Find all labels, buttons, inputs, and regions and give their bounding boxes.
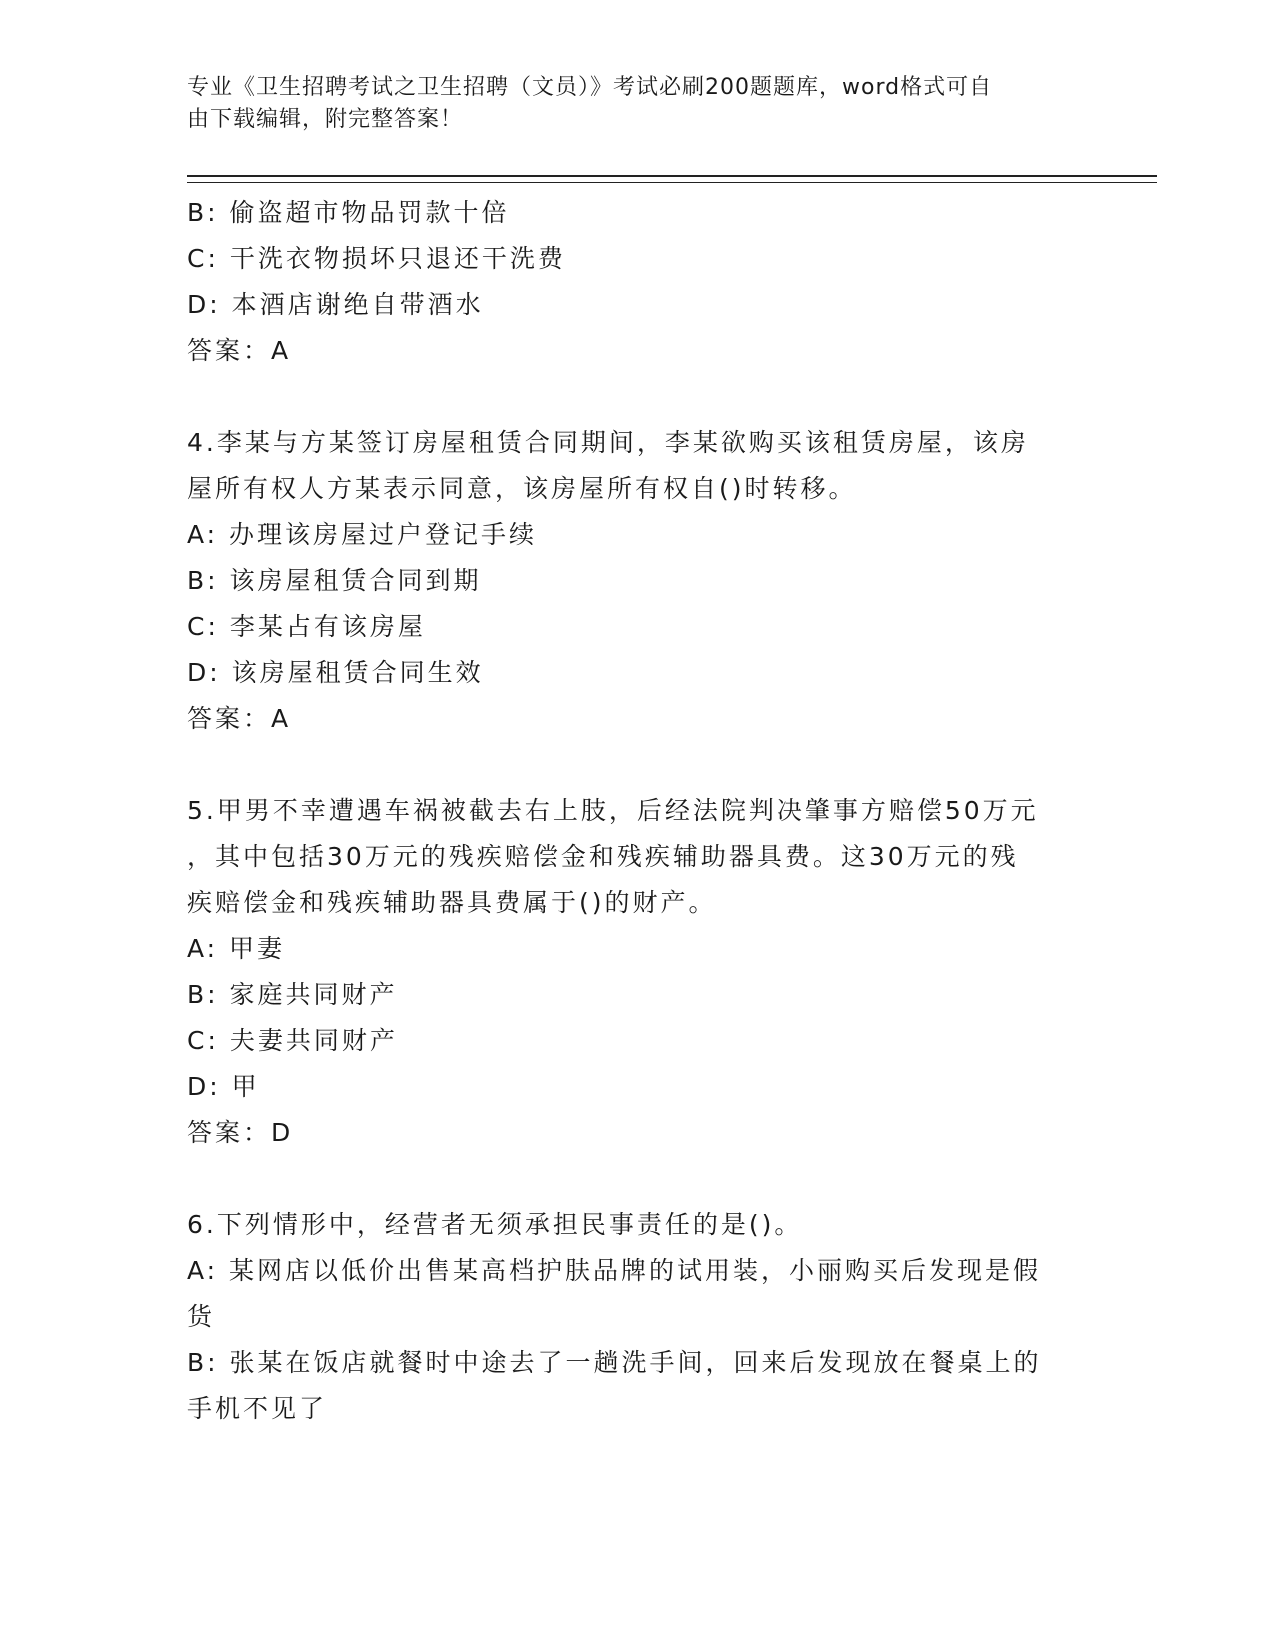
answer: 答案：D [187, 1118, 294, 1147]
question-stem-line: 屋所有权人方某表示同意，该房屋所有权自()时转移。 [187, 474, 857, 503]
document-header [187, 72, 1067, 136]
header-divider-thick [187, 175, 1157, 177]
question-list [187, 190, 1087, 1432]
option-b: B: 该房屋租赁合同到期 [187, 566, 482, 595]
option-a: A: 某网店以低价出售某高档护肤品牌的试用装，小丽购买后发现是假 [187, 1256, 1042, 1285]
question-stem-line: 5.甲男不幸遭遇车祸被截去右上肢，后经法院判决肇事方赔偿50万元 [187, 796, 1039, 825]
spacer [187, 742, 1087, 788]
option-a: A: 办理该房屋过户登记手续 [187, 520, 538, 549]
option-c: C: 李某占有该房屋 [187, 612, 426, 641]
header-divider-thin [187, 182, 1157, 183]
question-5 [187, 788, 1087, 1156]
option-b: B: 张某在饭店就餐时中途去了一趟洗手间，回来后发现放在餐桌上的 [187, 1348, 1042, 1377]
answer: 答案：A [187, 704, 292, 733]
option-d: D: 本酒店谢绝自带酒水 [187, 290, 484, 319]
option-a-continued: 货 [187, 1302, 216, 1331]
answer: 答案：A [187, 336, 292, 365]
option-d: D: 该房屋租赁合同生效 [187, 658, 484, 687]
option-a: A: 甲妻 [187, 934, 286, 963]
option-c: C: 干洗衣物损坏只退还干洗费 [187, 244, 566, 273]
option-b: B: 偷盗超市物品罚款十倍 [187, 198, 510, 227]
option-c: C: 夫妻共同财产 [187, 1026, 398, 1055]
question-stem-line: 疾赔偿金和残疾辅助器具费属于()的财产。 [187, 888, 717, 917]
spacer [187, 374, 1087, 420]
option-b-continued: 手机不见了 [187, 1394, 328, 1423]
question-stem-line: ，其中包括30万元的残疾赔偿金和残疾辅助器具费。这30万元的残 [187, 842, 1019, 871]
question-stem-line: 6.下列情形中，经营者无须承担民事责任的是()。 [187, 1210, 803, 1239]
spacer [187, 1156, 1087, 1202]
option-b: B: 家庭共同财产 [187, 980, 398, 1009]
question-3 [187, 190, 1087, 374]
header-title-line-2: 由下载编辑，附完整答案！ [187, 107, 464, 132]
question-stem-line: 4.李某与方某签订房屋租赁合同期间，李某欲购买该租赁房屋，该房 [187, 428, 1029, 457]
header-title-line-1: 专业《卫生招聘考试之卫生招聘（文员）》考试必刷200题题库，word格式可自 [187, 75, 993, 100]
option-d: D: 甲 [187, 1072, 260, 1101]
question-6 [187, 1202, 1087, 1432]
question-4 [187, 420, 1087, 742]
